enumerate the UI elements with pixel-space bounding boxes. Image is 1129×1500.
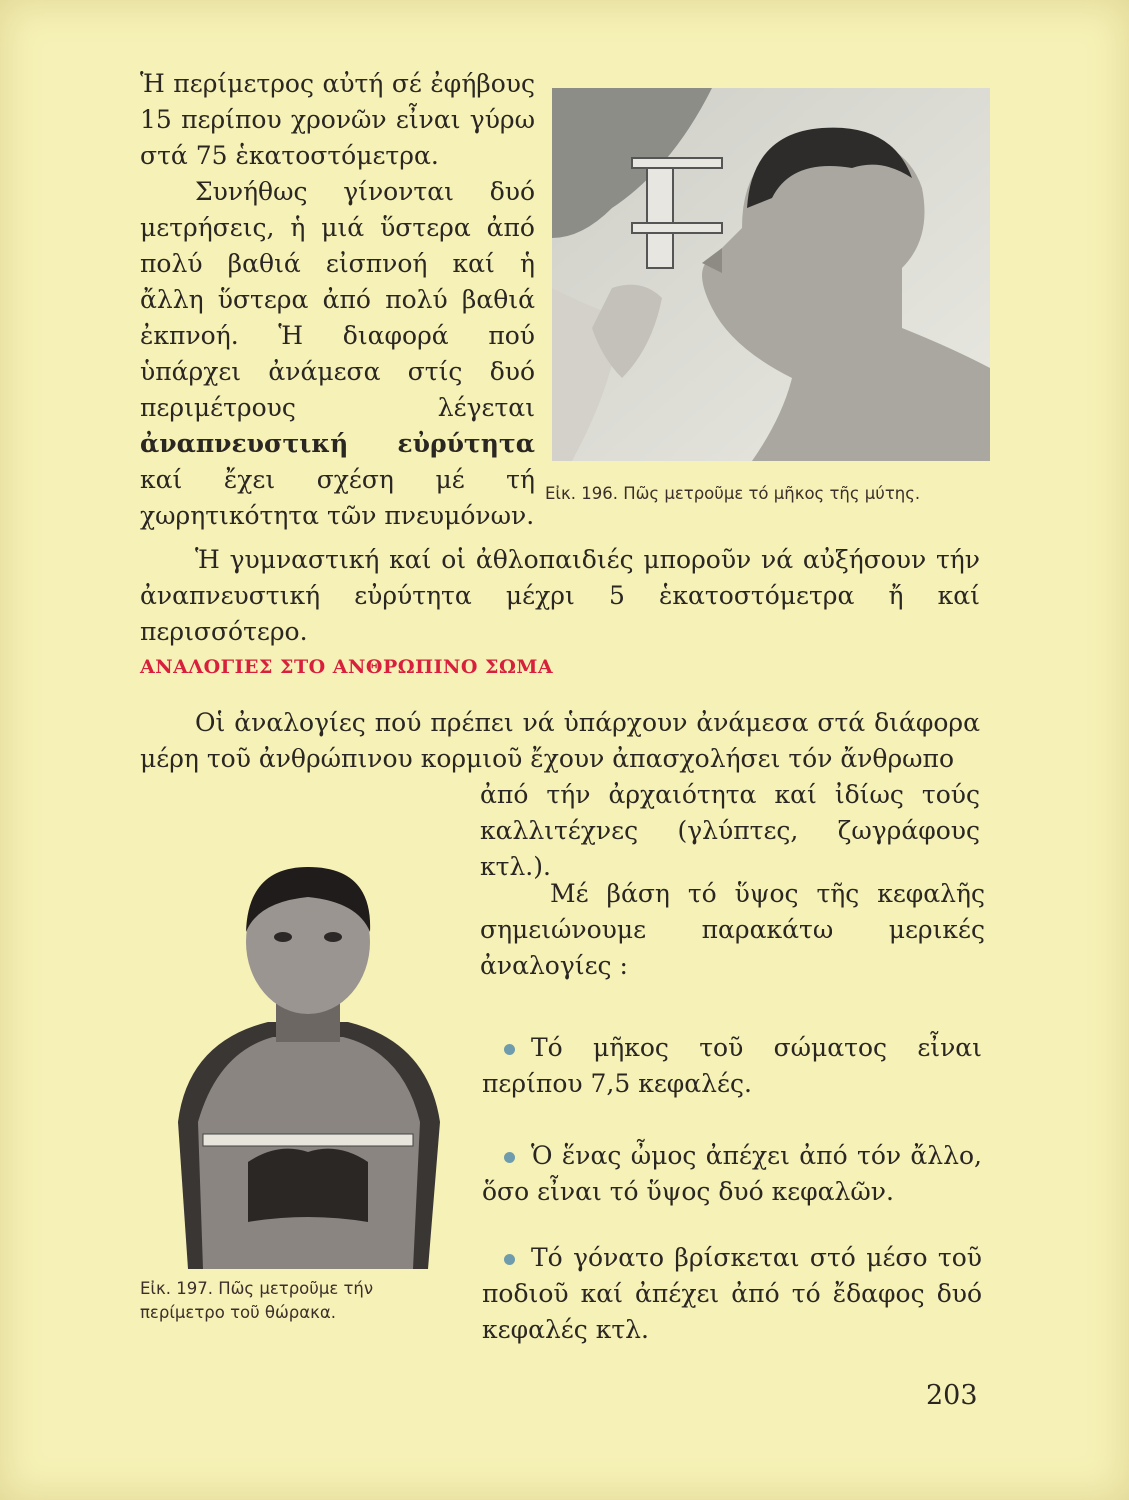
list-item: Τό μῆκος τοῦ σώματος εἶναι περίπου 7,5 κεφαλές. xyxy=(482,1033,982,1098)
page-number: 203 xyxy=(926,1380,978,1411)
paragraph-chest-circumference: Ἡ περίμετρος αὐτή σέ ἐφήβους 15 περίπου χρονῶν εἶναι γύρω στά 75 ἑκατοστόμετρα. xyxy=(140,69,535,170)
text-column-top xyxy=(140,66,535,534)
bullet-icon xyxy=(504,1254,515,1265)
paragraph-head-height: Μέ βάση τό ὕψος τῆς κεφαλῆς σημειώνουμε παρακάτω μερικές ἀναλογίες : xyxy=(480,879,985,980)
list-item: Ὁ ἕνας ὦμος ἀπέχει ἀπό τόν ἄλλο, ὅσο εἶναι τό ὕψος δυό κεφαλῶν. xyxy=(482,1141,982,1206)
list-item: Τό γόνατο βρίσκεται στό μέσο τοῦ ποδιοῦ καί ἀπέχει ἀπό τό ἔδαφος δυό κεφαλές κτλ. xyxy=(482,1243,982,1344)
figure-197-photo xyxy=(158,862,458,1269)
figure-196-caption: Εἰκ. 196. Πῶς μετροῦμε τό μῆκος τῆς μύτης. xyxy=(545,484,921,503)
bold-term: ἀναπνευστική εὐρύτητα xyxy=(140,429,535,458)
paragraph-gymnastics: Ἡ γυμναστική καί οἱ ἀθλοπαιδιές μποροῦν νά αὐξήσουν τήν ἀναπνευστική εὐρύτητα μέχρι 5 ἑκατοστόμετρα ἤ καί περισσότερο. xyxy=(140,545,980,646)
paragraph-measurements: Συνήθως γίνονται δυό μετρήσεις, ἡ μιά ὕστερα ἀπό πολύ βαθιά εἰσπνοή καί ἡ ἄλλη ὕστερα ἀπό πολύ βαθιά ἐκπνοή. Ἡ διαφορά πού ὑπάρχει ἀνάμεσα στίς δυό περιμέτρους λέγεται ἀναπνευστική εὐρύτητα καί ἔχει σχέση μέ τή χωρητικότητα τῶν πνευμόνων. xyxy=(140,177,535,530)
figure-197-caption: Εἰκ. 197. Πῶς μετροῦμε τήν περίμετρο τοῦ θώρακα. xyxy=(140,1279,374,1322)
paragraph-proportions-continued: ἀπό τήν ἀρχαιότητα καί ἰδίως τούς καλλιτέχνες (γλύπτες, ζωγράφους κτλ.). xyxy=(480,780,980,881)
figure-196-photo xyxy=(552,88,990,461)
paragraph-proportions-intro: Οἱ ἀναλογίες πού πρέπει νά ὑπάρχουν ἀνάμεσα στά διάφορα μέρη τοῦ ἀνθρώπινου κορμιοῦ ἔχουν ἀπασχολήσει τόν ἄνθρωπο xyxy=(140,708,980,773)
section-heading: ΑΝΑΛΟΓΙΕΣ ΣΤΟ ΑΝΘΡΩΠΙΝΟ ΣΩΜΑ xyxy=(140,656,554,678)
bullet-icon xyxy=(504,1152,515,1163)
bullet-icon xyxy=(504,1044,515,1055)
